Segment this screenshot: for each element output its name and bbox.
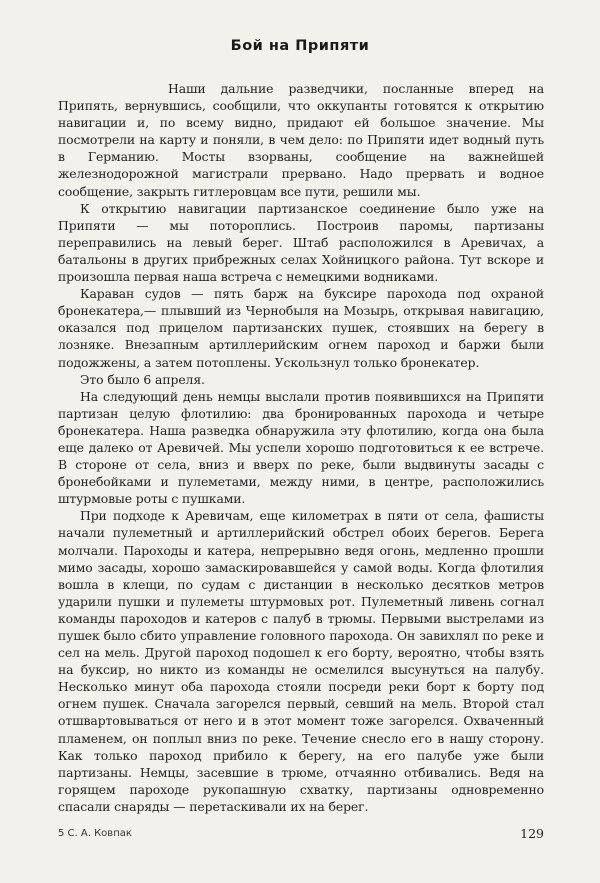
- paragraph: Караван судов — пять барж на буксире парохода под охраной бронекатера,— плывший из Чернобыля на Мозырь, открывая навигацию, оказался под прицелом партизанских пушек, стоявших на берегу в лозняке. Внезапным артиллерийским огнем пароход и баржи были подожжены, а затем потоплены. Ускользнул только бронекатер.: [58, 286, 544, 370]
- chapter-title: Бой на Припяти: [230, 38, 370, 54]
- body-text: [58, 80, 544, 815]
- page-number: 129: [520, 826, 544, 841]
- paragraph: На следующий день немцы выслали против появившихся на Припяти партизан целую флотилию: два бронированных парохода и четыре бронекатера. Наша разведка обнаружила эту флотилию, когда она была еще далеко от Аревичей. Мы успели хорошо подготовиться к ее встрече. В стороне от села, вниз и вверх по реке, были выдвинуты засады с бронебойками и пулеметами, между ними, в центре, расположились штурмовые роты с пушками.: [58, 388, 544, 507]
- paragraph: Это было 6 апреля.: [80, 371, 205, 387]
- paragraph: При подходе к Аревичам, еще километрах в пяти от села, фашисты начали пулеметный и артиллерийский обстрел обоих берегов. Берега молчали. Пароходы и катера, непрерывно ведя огонь, медленно прошли мимо засады, хорошо замаскировавшейся у самой воды. Когда флотилия вошла в клещи, по судам с дистанции в несколько десятков метров ударили пушки и пулеметы штурмовых рот. Пулеметный ливень согнал команды пароходов и катеров с палуб в трюмы. Первыми выстрелами из пушек было сбито управление головного парохода. Он завихлял по реке и сел на мель. Другой пароход подошел к его борту, вероятно, чтобы взять на буксир, но никто из команды не осмелился высунуться на палубу. Несколько минут оба парохода стояли посреди реки борт к борту под огнем пушек. Сначала загорелся первый, севший на мель. Второй стал отшвартовываться от него и в этот момент тоже загорелся. Охваченный пламенем, он поплыл вниз по реке. Течение снесло его в нашу сторону. Как только пароход прибило к берегу, на его палубе уже были партизаны. Немцы, засевшие в трюме, отчаянно отбивались. Ведя на горящем пароходе рукопашную схватку, партизаны одновременно спасали снаряды — перетаскивали их на берег.: [58, 508, 544, 814]
- paragraph: К открытию навигации партизанское соединение было уже на Припяти — мы потороплись. Построив паромы, партизаны переправились на левый берег. Штаб расположился в Аревичах, а батальоны в других прибрежных селах Хойницкого района. Тут вскоре и произошла первая наша встреча с немецкими водниками.: [58, 200, 544, 285]
- paragraph: Наши дальние разведчики, посланные вперед на Припять, вернувшись, сообщили, что оккупанты готовятся к открытию навигации и, по всему видно, придают ей большое значение. Мы посмотрели на карту и поняли, в чем дело: по Припяти идет водный путь в Германию. Мосты взорваны, сообщение на важнейшей железнодорожной магистрали прервано. Надо прервать и водное сообщение, закрыть гитлеровцам все пути, решили мы.: [58, 81, 544, 199]
- signature-mark: 5 С. А. Ковпак: [58, 828, 132, 839]
